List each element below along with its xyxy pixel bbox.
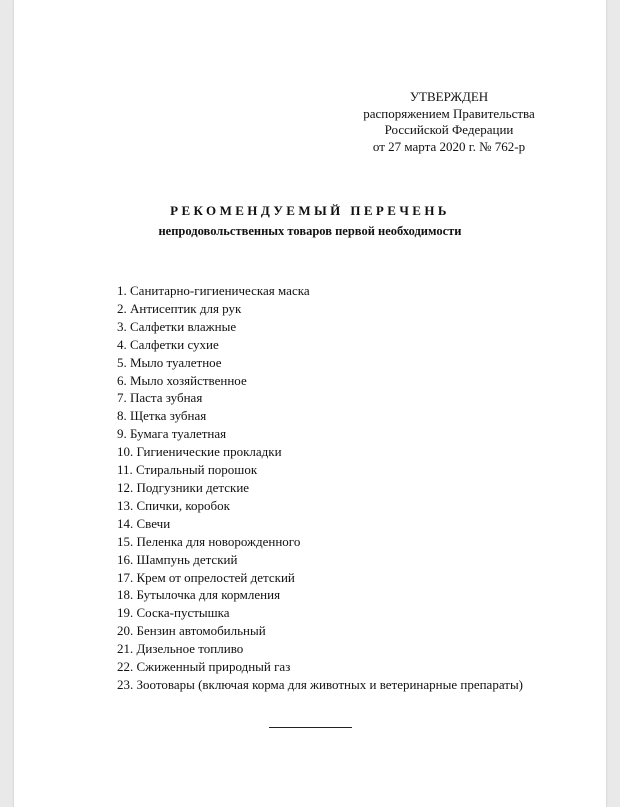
list-item: 21. Дизельное топливо (117, 641, 244, 657)
list-item: 5. Мыло туалетное (117, 354, 222, 370)
list-item: 16. Шампунь детский (117, 551, 238, 567)
list-item: 8. Щетка зубная (117, 408, 207, 424)
list-item: 1. Санитарно-гигиеническая маска (117, 283, 310, 298)
closing-divider-line (269, 727, 352, 728)
list-item: 4. Салфетки сухие (117, 336, 219, 352)
list-item: 3. Салфетки влажные (117, 318, 237, 334)
document-subtitle: непродовольственных товаров первой необходимости (158, 224, 462, 238)
approval-issuer: распоряжением Правительства (363, 105, 535, 121)
list-item: 6. Мыло хозяйственное (117, 372, 247, 388)
list-item: 13. Спички, коробок (117, 497, 230, 513)
list-item: 2. Антисептик для рук (117, 300, 242, 316)
list-item: 12. Подгузники детские (117, 479, 250, 495)
list-item: 14. Свечи (117, 515, 171, 531)
list-item: 18. Бутылочка для кормления (117, 587, 281, 603)
approval-heading: УТВЕРЖДЕН (409, 89, 489, 104)
approval-issuer-country: Российской Федерации (384, 122, 514, 137)
list-item: 23. Зоотовары (включая корма для животных и ветеринарные препараты) (117, 676, 524, 692)
list-item: 17. Крем от опрелостей детский (117, 569, 295, 585)
list-item: 22. Сжиженный природный газ (117, 659, 291, 675)
approval-stamp-block (344, 89, 554, 155)
list-item: 19. Соска-пустышка (117, 605, 230, 621)
list-item: 7. Паста зубная (117, 390, 203, 406)
list-item: 10. Гигиенические прокладки (117, 444, 282, 460)
list-item: 11. Стиральный порошок (117, 462, 258, 478)
goods-list (117, 282, 523, 694)
approval-date-number: от 27 марта 2020 г. № 762-р (372, 138, 526, 154)
list-item: 20. Бензин автомобильный (117, 623, 266, 639)
document-title: РЕКОМЕНДУЕМЫЙ ПЕРЕЧЕНЬ (170, 203, 450, 218)
list-item: 15. Пеленка для новорожденного (117, 533, 301, 549)
document-page (14, 0, 606, 807)
list-item: 9. Бумага туалетная (117, 426, 227, 442)
